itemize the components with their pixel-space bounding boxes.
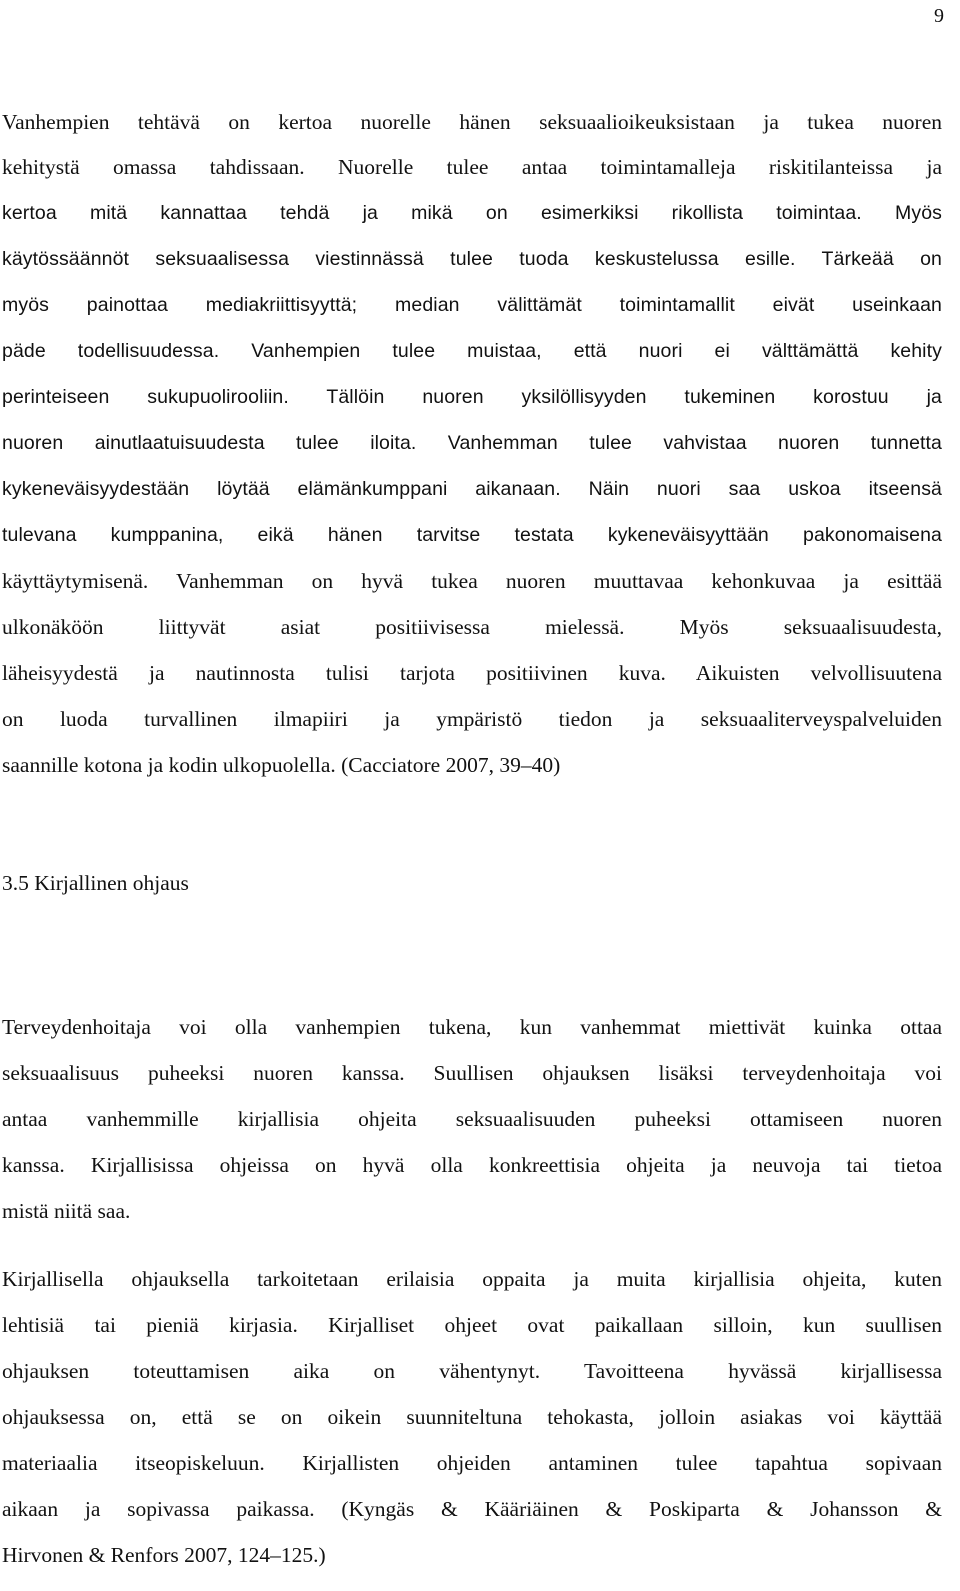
- paragraph-line: ohjauksessa on, että se on oikein suunniteltuna tehokasta, jolloin asiakas voi käyttää: [2, 1405, 942, 1429]
- paragraph-line: käyttäytymisenä. Vanhemman on hyvä tukea nuoren muuttavaa kehonkuvaa ja esittää: [2, 569, 942, 593]
- paragraph-line: mistä niitä saa.: [2, 1199, 131, 1223]
- paragraph-line: Terveydenhoitaja voi olla vanhempien tukena, kun vanhemmat miettivät kuinka ottaa: [2, 1015, 942, 1039]
- paragraph-line: käytössäännöt seksuaalisessa viestinnässä tulee tuoda keskustelussa esille. Tärkeää on: [2, 248, 942, 270]
- paragraph-line: Vanhempien tehtävä on kertoa nuorelle hänen seksuaalioikeuksistaan ja tukea nuoren: [2, 110, 942, 134]
- paragraph-line: ulkonäköön liittyvät asiat positiivisessa mielessä. Myös seksuaalisuudesta,: [2, 615, 942, 639]
- section-heading: 3.5 Kirjallinen ohjaus: [2, 871, 189, 895]
- paragraph-line: läheisyydestä ja nautinnosta tulisi tarjota positiivinen kuva. Aikuisten velvollisuutena: [2, 661, 942, 685]
- paragraph-line: kertoa mitä kannattaa tehdä ja mikä on esimerkiksi rikollista toimintaa. Myös: [2, 202, 942, 224]
- paragraph-line: materiaalia itseopiskeluun. Kirjallisten ohjeiden antaminen tulee tapahtua sopivaan: [2, 1451, 942, 1475]
- paragraph-line: kehitystä omassa tahdissaan. Nuorelle tulee antaa toimintamalleja riskitilanteissa ja: [2, 155, 942, 179]
- paragraph-line: ohjauksen toteuttamisen aika on vähentynyt. Tavoitteena hyvässä kirjallisessa: [2, 1359, 942, 1383]
- paragraph-line: seksuaalisuus puheeksi nuoren kanssa. Suullisen ohjauksen lisäksi terveydenhoitaja voi: [2, 1061, 942, 1085]
- paragraph-line: myös painottaa mediakriittisyyttä; median välittämät toimintamallit eivät useinkaan: [2, 294, 942, 316]
- paragraph-line: päde todellisuudessa. Vanhempien tulee muistaa, että nuori ei välttämättä kehity: [2, 340, 942, 362]
- paragraph-line: saannille kotona ja kodin ulkopuolella. (Cacciatore 2007, 39–40): [2, 753, 561, 777]
- paragraph-line: kykeneväisyydestään löytää elämänkumppani aikanaan. Näin nuori saa uskoa itseensä: [2, 478, 942, 500]
- paragraph-line: Hirvonen & Renfors 2007, 124–125.): [2, 1543, 326, 1567]
- paragraph-line: Kirjallisella ohjauksella tarkoitetaan erilaisia oppaita ja muita kirjallisia ohjeita, kuten: [2, 1267, 942, 1291]
- paragraph-line: antaa vanhemmille kirjallisia ohjeita seksuaalisuuden puheeksi ottamiseen nuoren: [2, 1107, 942, 1131]
- page-number: 9: [934, 5, 944, 27]
- paragraph-line: kanssa. Kirjallisissa ohjeissa on hyvä olla konkreettisia ohjeita ja neuvoja tai tietoa: [2, 1153, 942, 1177]
- paragraph-line: tulevana kumppanina, eikä hänen tarvitse testata kykeneväisyyttään pakonomaisena: [2, 524, 942, 546]
- paragraph-line: nuoren ainutlaatuisuudesta tulee iloita. Vanhemman tulee vahvistaa nuoren tunnetta: [2, 432, 942, 454]
- paragraph-line: lehtisiä tai pieniä kirjasia. Kirjalliset ohjeet ovat paikallaan silloin, kun suullisen: [2, 1313, 942, 1337]
- paragraph-line: perinteiseen sukupuolirooliin. Tällöin nuoren yksilöllisyyden tukeminen korostuu ja: [2, 386, 942, 408]
- paragraph-line: aikaan ja sopivassa paikassa. (Kyngäs & Kääriäinen & Poskiparta & Johansson &: [2, 1497, 942, 1521]
- paragraph-line: on luoda turvallinen ilmapiiri ja ympäristö tiedon ja seksuaaliterveyspalveluiden: [2, 707, 942, 731]
